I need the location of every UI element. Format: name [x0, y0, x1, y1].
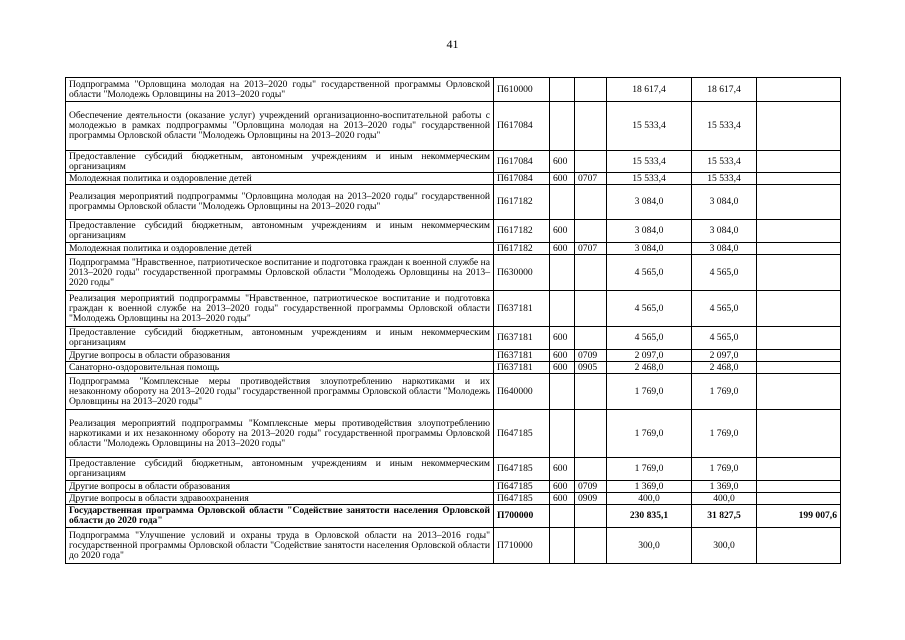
table-row [66, 78, 841, 102]
row-expense-type-cell: 600 [550, 243, 575, 255]
row-section-cell [575, 185, 607, 220]
row-name-cell: Реализация мероприятий подпрограммы "Нравственное, патриотическое воспитание и подготовка граждан к военной службе на 2013–2020 годы" государственной программы Орловской области "Молодежь Орловщины на 2013–2020 годы" [66, 291, 494, 327]
row-expense-type-cell: 600 [550, 327, 575, 350]
row-sum-3-cell [757, 220, 841, 243]
row-name-cell: Молодежная политика и оздоровление детей [66, 243, 494, 255]
row-code-cell: П637181 [494, 291, 550, 327]
row-expense-type-cell [550, 528, 575, 564]
row-sum-2-cell: 1 769,0 [692, 374, 757, 410]
row-expense-type-cell: 600 [550, 458, 575, 481]
row-total-sum-cell: 230 835,1 [607, 505, 692, 528]
row-expense-type-cell [550, 78, 575, 102]
row-code-cell: П637181 [494, 350, 550, 362]
row-expense-type-cell [550, 102, 575, 151]
row-total-sum-cell: 15 533,4 [607, 173, 692, 185]
table-row [66, 151, 841, 173]
row-expense-type-cell [550, 410, 575, 458]
table-row [66, 493, 841, 505]
row-section-cell [575, 410, 607, 458]
row-sum-3-cell [757, 255, 841, 291]
row-sum-2-cell: 2 097,0 [692, 350, 757, 362]
row-name-cell: Другие вопросы в области здравоохранения [66, 493, 494, 505]
row-section-cell [575, 528, 607, 564]
row-section-cell: 0905 [575, 362, 607, 374]
row-code-cell: П647185 [494, 410, 550, 458]
row-section-cell [575, 151, 607, 173]
row-name-cell: Подпрограмма "Улучшение условий и охраны труда в Орловской области на 2013–2016 годы" государственной программы Орловской области "Содействие занятости населения Орловской области до 2020 года" [66, 528, 494, 564]
table-row [66, 255, 841, 291]
row-code-cell: П610000 [494, 78, 550, 102]
row-sum-3-cell [757, 458, 841, 481]
row-code-cell: П637181 [494, 327, 550, 350]
row-total-sum-cell: 1 369,0 [607, 481, 692, 493]
row-expense-type-cell: 600 [550, 350, 575, 362]
row-code-cell: П617084 [494, 173, 550, 185]
row-sum-2-cell: 400,0 [692, 493, 757, 505]
table-row [66, 291, 841, 327]
table-row [66, 350, 841, 362]
row-name-cell: Молодежная политика и оздоровление детей [66, 173, 494, 185]
row-sum-2-cell: 3 084,0 [692, 185, 757, 220]
row-total-sum-cell: 3 084,0 [607, 185, 692, 220]
row-expense-type-cell: 600 [550, 220, 575, 243]
row-sum-3-cell [757, 327, 841, 350]
row-sum-2-cell: 3 084,0 [692, 220, 757, 243]
row-expense-type-cell: 600 [550, 481, 575, 493]
row-name-cell: Обеспечение деятельности (оказание услуг) учреждений организационно-воспитательной работы с молодежью в рамках подпрограммы "Орловщина молодая на 2013–2020 годы" государственной программы Орловской области "Молодежь Орловщины на 2013–2020 годы" [66, 102, 494, 151]
row-code-cell: П647185 [494, 458, 550, 481]
row-sum-2-cell: 4 565,0 [692, 255, 757, 291]
row-code-cell: П710000 [494, 528, 550, 564]
row-code-cell: П617084 [494, 151, 550, 173]
row-expense-type-cell: 600 [550, 151, 575, 173]
row-name-cell: Другие вопросы в области образования [66, 481, 494, 493]
row-sum-2-cell: 3 084,0 [692, 243, 757, 255]
row-code-cell: П617182 [494, 243, 550, 255]
table-row [66, 327, 841, 350]
row-sum-3-cell [757, 185, 841, 220]
row-sum-2-cell: 4 565,0 [692, 327, 757, 350]
row-sum-3-cell [757, 362, 841, 374]
row-name-cell: Подпрограмма "Комплексные меры противодействия злоупотреблению наркотиками и их незаконному обороту на 2013–2020 годы" государственной программы Орловской области "Молодежь Орловщины на 2013–2020 годы" [66, 374, 494, 410]
row-sum-2-cell: 15 533,4 [692, 151, 757, 173]
row-expense-type-cell [550, 374, 575, 410]
row-total-sum-cell: 15 533,4 [607, 151, 692, 173]
row-section-cell [575, 291, 607, 327]
row-name-cell: Предоставление субсидий бюджетным, автономным учреждениям и иным некоммерческим организациям [66, 327, 494, 350]
row-section-cell: 0709 [575, 350, 607, 362]
row-code-cell: П617182 [494, 185, 550, 220]
row-expense-type-cell [550, 291, 575, 327]
row-sum-2-cell: 31 827,5 [692, 505, 757, 528]
row-name-cell: Предоставление субсидий бюджетным, автономным учреждениям и иным некоммерческим организациям [66, 458, 494, 481]
row-section-cell [575, 327, 607, 350]
row-sum-2-cell: 4 565,0 [692, 291, 757, 327]
row-sum-2-cell: 300,0 [692, 528, 757, 564]
row-name-cell: Реализация мероприятий подпрограммы "Комплексные меры противодействия злоупотреблению наркотиками и их незаконному обороту на 2013–2020 годы" государственной программы Орловской области "Молодежь Орловщины на 2013–2020 годы" [66, 410, 494, 458]
row-name-cell: Другие вопросы в области образования [66, 350, 494, 362]
row-code-cell: П637181 [494, 362, 550, 374]
row-expense-type-cell: 600 [550, 362, 575, 374]
row-section-cell: 0707 [575, 243, 607, 255]
row-total-sum-cell: 1 769,0 [607, 410, 692, 458]
row-total-sum-cell: 2 097,0 [607, 350, 692, 362]
table-row [66, 173, 841, 185]
row-sum-3-cell [757, 350, 841, 362]
row-code-cell: П640000 [494, 374, 550, 410]
row-section-cell: 0709 [575, 481, 607, 493]
row-sum-2-cell: 1 769,0 [692, 458, 757, 481]
row-sum-3-cell [757, 243, 841, 255]
row-code-cell: П647185 [494, 481, 550, 493]
row-code-cell: П647185 [494, 493, 550, 505]
row-name-cell: Предоставление субсидий бюджетным, автономным учреждениям и иным некоммерческим организациям [66, 151, 494, 173]
row-sum-2-cell: 2 468,0 [692, 362, 757, 374]
row-sum-3-cell [757, 78, 841, 102]
table-body [66, 78, 841, 564]
budget-table [65, 77, 841, 564]
table-row [66, 505, 841, 528]
row-total-sum-cell: 3 084,0 [607, 243, 692, 255]
row-sum-3-cell [757, 374, 841, 410]
row-total-sum-cell: 400,0 [607, 493, 692, 505]
row-sum-3-cell [757, 410, 841, 458]
row-sum-3-cell [757, 493, 841, 505]
row-name-cell: Предоставление субсидий бюджетным, автономным учреждениям и иным некоммерческим организациям [66, 220, 494, 243]
row-section-cell [575, 505, 607, 528]
table-row [66, 481, 841, 493]
row-total-sum-cell: 4 565,0 [607, 327, 692, 350]
row-expense-type-cell [550, 505, 575, 528]
table-row [66, 102, 841, 151]
row-total-sum-cell: 1 769,0 [607, 458, 692, 481]
row-code-cell: П617084 [494, 102, 550, 151]
table-row [66, 362, 841, 374]
row-code-cell: П630000 [494, 255, 550, 291]
row-section-cell [575, 78, 607, 102]
row-sum-3-cell [757, 102, 841, 151]
table-row [66, 410, 841, 458]
table-row [66, 458, 841, 481]
row-sum-3-cell [757, 151, 841, 173]
row-total-sum-cell: 300,0 [607, 528, 692, 564]
table-row [66, 185, 841, 220]
row-sum-3-cell [757, 173, 841, 185]
row-sum-2-cell: 15 533,4 [692, 102, 757, 151]
row-total-sum-cell: 15 533,4 [607, 102, 692, 151]
row-sum-3-cell [757, 291, 841, 327]
table-row [66, 528, 841, 564]
row-section-cell: 0707 [575, 173, 607, 185]
table-row [66, 243, 841, 255]
row-section-cell [575, 102, 607, 151]
row-sum-2-cell: 15 533,4 [692, 173, 757, 185]
row-section-cell [575, 458, 607, 481]
row-total-sum-cell: 3 084,0 [607, 220, 692, 243]
row-name-cell: Санаторно-оздоровительная помощь [66, 362, 494, 374]
row-total-sum-cell: 4 565,0 [607, 255, 692, 291]
row-sum-2-cell: 1 369,0 [692, 481, 757, 493]
row-code-cell: П700000 [494, 505, 550, 528]
row-sum-3-cell [757, 528, 841, 564]
row-sum-3-cell [757, 481, 841, 493]
row-name-cell: Подпрограмма "Нравственное, патриотическое воспитание и подготовка граждан к военной службе на 2013–2020 годы" государственной программы Орловской области "Молодежь Орловщины на 2013–2020 годы" [66, 255, 494, 291]
row-sum-2-cell: 18 617,4 [692, 78, 757, 102]
row-section-cell [575, 255, 607, 291]
row-name-cell: Подпрограмма "Орловщина молодая на 2013–2020 годы" государственной программы Орловской области "Молодежь Орловщины на 2013–2020 годы" [66, 78, 494, 102]
row-code-cell: П617182 [494, 220, 550, 243]
row-name-cell: Реализация мероприятий подпрограммы "Орловщина молодая на 2013–2020 годы" государственной программы Орловской области "Молодежь Орловщины на 2013–2020 годы" [66, 185, 494, 220]
row-name-cell: Государственная программа Орловской области "Содействие занятости населения Орловской области до 2020 года" [66, 505, 494, 528]
row-expense-type-cell [550, 185, 575, 220]
row-section-cell [575, 220, 607, 243]
row-expense-type-cell: 600 [550, 493, 575, 505]
row-total-sum-cell: 1 769,0 [607, 374, 692, 410]
page-number: 41 [446, 37, 459, 51]
row-expense-type-cell: 600 [550, 173, 575, 185]
row-expense-type-cell [550, 255, 575, 291]
row-total-sum-cell: 4 565,0 [607, 291, 692, 327]
table-row [66, 220, 841, 243]
row-sum-3-cell: 199 007,6 [757, 505, 841, 528]
row-total-sum-cell: 18 617,4 [607, 78, 692, 102]
row-section-cell: 0909 [575, 493, 607, 505]
row-total-sum-cell: 2 468,0 [607, 362, 692, 374]
row-sum-2-cell: 1 769,0 [692, 410, 757, 458]
row-section-cell [575, 374, 607, 410]
table-row [66, 374, 841, 410]
